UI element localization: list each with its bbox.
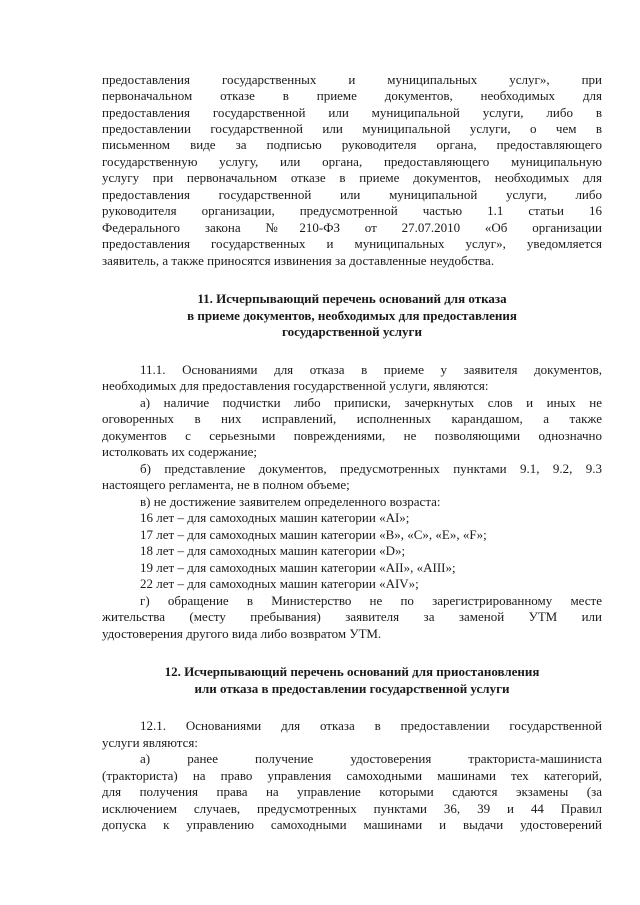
intro-line: первоначальном отказе в приеме документов, необходимых для: [102, 88, 602, 103]
section-11-line: удостоверения другого вида либо возвратом УТМ.: [102, 626, 382, 641]
intro-line: Федерального закона №210-ФЗ от 27.07.2010 «Об организации: [102, 220, 602, 235]
intro-line: предоставлении государственной или муниципальной услуги, о чем в: [102, 121, 602, 136]
intro-line: предоставления государственной или муниципальной услуги, либо в: [102, 105, 602, 120]
section-12-heading: 12. Исчерпывающий перечень оснований для приостановления: [164, 664, 540, 679]
section-11-line: а) наличие подчистки либо приписки, зачеркнутых слов и иных не: [140, 395, 602, 410]
section-11-line: настоящего регламента, не в полном объеме;: [102, 477, 350, 492]
section-11-line: г) обращение в Министерство не по зарегистрированному месте: [140, 593, 602, 608]
section-11-line: в) не достижение заявителем определенного возраста:: [140, 494, 441, 509]
section-11-line: 16 лет – для самоходных машин категории «AI»;: [140, 510, 410, 525]
section-11-line: 18 лет – для самоходных машин категории «D»;: [140, 543, 406, 558]
section-12-line: услуги являются:: [102, 735, 198, 750]
section-11-line: 19 лет – для самоходных машин категории «AII», «AIII»;: [140, 560, 456, 575]
section-11-line: необходимых для предоставления государственной услуги, являются:: [102, 378, 489, 393]
section-12-line: допуска к управлению самоходными машинами и выдачи удостоверений: [102, 817, 602, 832]
section-11-line: б) представление документов, предусмотренных пунктами 9.1, 9.2, 9.3: [140, 461, 602, 476]
intro-line: предоставления государственных и муниципальных услуг», уведомляется: [102, 236, 602, 251]
section-12-line: исключением случаев, предусмотренных пунктами 36, 39 и 44 Правил: [102, 801, 602, 816]
intro-line: руководителя организации, предусмотренной частью 1.1 статьи 16: [102, 203, 602, 218]
section-11-heading: 11. Исчерпывающий перечень оснований для отказа: [197, 291, 507, 306]
intro-line: услугу при первоначальном отказе в приеме документов, необходимых для: [102, 170, 602, 185]
section-12-line: (тракториста) на право управления самоходными машинами тех категорий,: [102, 768, 602, 783]
intro-line: государственную услугу, или органа, предоставляющего муниципальную: [102, 154, 602, 169]
section-11-line: 11.1. Основаниями для отказа в приеме у заявителя документов,: [140, 362, 602, 377]
section-11-line: документов с серьезными повреждениями, не позволяющими однозначно: [102, 428, 602, 443]
intro-line: заявитель, а также приносятся извинения за доставленные неудобства.: [102, 253, 495, 268]
section-12-line: 12.1. Основаниями для отказа в предоставлении государственной: [140, 718, 602, 733]
intro-line: предоставления государственной или муниципальной услуги, либо: [102, 187, 602, 202]
section-11-line: 17 лет – для самоходных машин категории «В», «С», «Е», «F»;: [140, 527, 487, 542]
section-11-line: жительства (месту пребывания) заявителя за заменой УТМ или: [102, 609, 602, 624]
section-12-heading: или отказа в предоставлении государственной услуги: [194, 681, 510, 696]
section-12-line: для получения права на управление которыми сдаются экзамены (за: [102, 784, 602, 799]
section-11-line: 22 лет – для самоходных машин категории «AIV»;: [140, 576, 419, 591]
section-11-line: истолковать их содержание;: [102, 444, 258, 459]
section-12-line: а) ранее получение удостоверения тракториста-машиниста: [140, 751, 602, 766]
section-11-line: оговоренных в них исправлений, исполненных карандашом, а также: [102, 411, 602, 426]
section-11-heading: государственной услуги: [282, 324, 422, 339]
intro-line: предоставления государственных и муниципальных услуг», при: [102, 72, 602, 87]
section-11-heading: в приеме документов, необходимых для предоставления: [187, 308, 517, 323]
intro-line: письменном виде за подписью руководителя органа, предоставляющего: [102, 137, 602, 152]
